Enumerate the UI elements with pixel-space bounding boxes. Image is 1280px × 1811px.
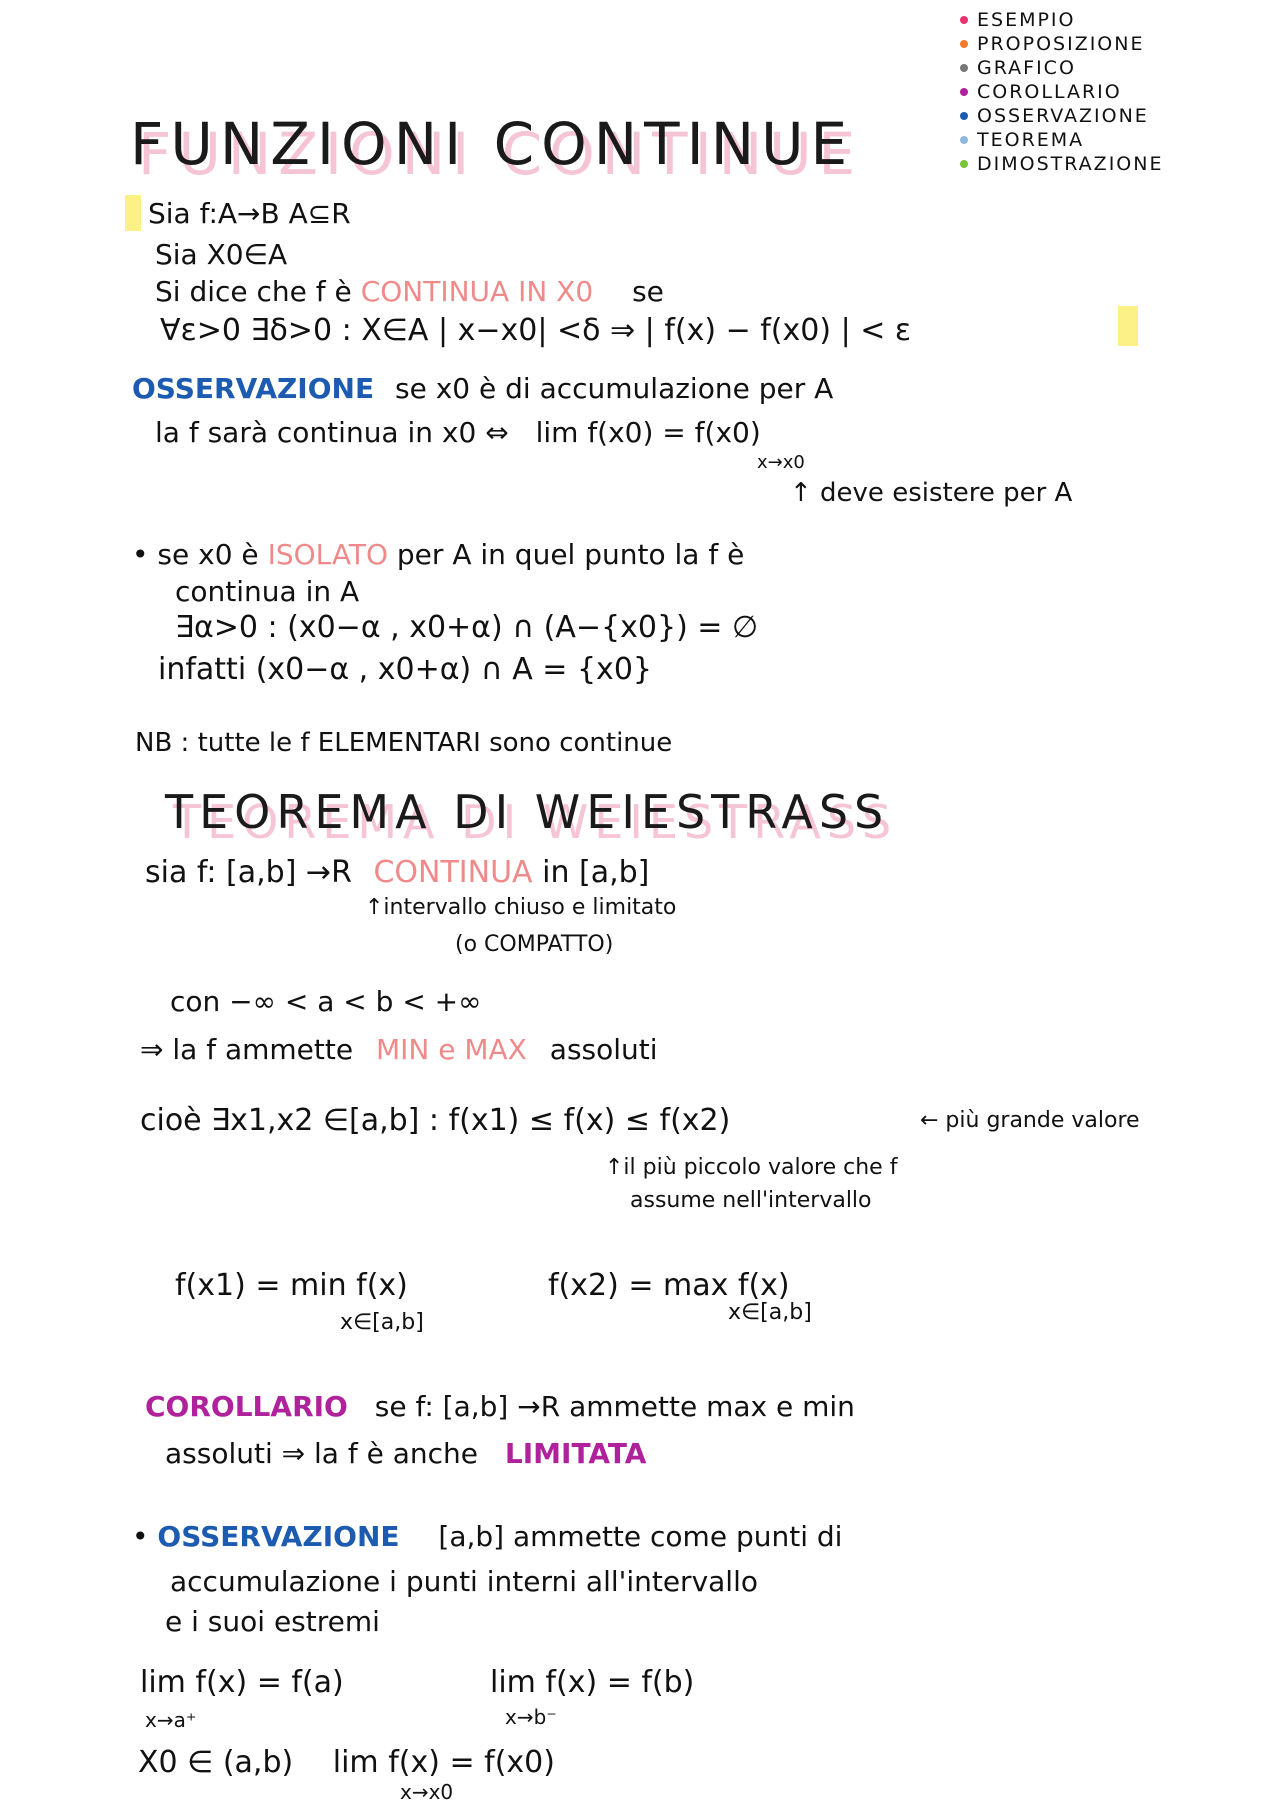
min-formula: f(x1) = min f(x) (175, 1268, 408, 1303)
max-formula: f(x2) = max f(x) (548, 1268, 790, 1303)
weier-line-4: con −∞ < a < b < +∞ (170, 985, 482, 1018)
weier-line-5 (140, 1033, 658, 1066)
weier-text-3: ⇒ la f ammette (140, 1033, 354, 1066)
legend-dot-icon (960, 160, 968, 168)
oss2-line-5 (138, 1745, 555, 1780)
legend-label: COROLLARIO (977, 81, 1122, 103)
highlight-mark (1118, 306, 1138, 346)
bullet: • (132, 538, 158, 571)
iso-text: se x0 è (157, 538, 259, 571)
continua-label: CONTINUA (373, 855, 533, 890)
oss1-line-1 (132, 372, 833, 405)
oss2-line-3: e i suoi estremi (165, 1605, 380, 1638)
legend-label: GRAFICO (977, 57, 1076, 79)
nb-note: NB : tutte le f ELEMENTARI sono continue (135, 728, 673, 758)
legend-item (960, 32, 1260, 56)
oss-label: OSSERVAZIONE (157, 1520, 400, 1553)
legend-item (960, 56, 1260, 80)
cor-line-1 (145, 1390, 855, 1423)
max-subscript: x∈[a,b] (728, 1300, 812, 1325)
weier-line-2: ↑intervallo chiuso e limitato (365, 895, 677, 920)
iso-line-4: infatti (x0−α , x0+α) ∩ A = {x0} (158, 652, 652, 687)
lim-b-formula: lim f(x) = f(b) (490, 1665, 695, 1700)
legend-dot-icon (960, 136, 968, 144)
lim-x0-subscript: x→x0 (400, 1780, 454, 1804)
legend-dot-icon (960, 64, 968, 72)
def-line-2: Sia X0∈A (155, 238, 288, 271)
lim-a-formula: lim f(x) = f(a) (140, 1665, 344, 1700)
legend-label: TEOREMA (977, 129, 1085, 151)
continua-label: CONTINUA IN X0 (360, 275, 594, 308)
iso-line-2: continua in A (175, 575, 360, 608)
legend-item (960, 80, 1260, 104)
oss1-limit: lim f(x0) = f(x0) (535, 416, 761, 449)
limit-subscript: x→x0 (757, 452, 805, 473)
oss1-text: se x0 è di accumulazione per A (395, 372, 834, 405)
def-line-4: ∀ε>0 ∃δ>0 : X∈A | x−x0| <δ ⇒ | f(x) − f(x0) | < ε (160, 313, 912, 348)
oss1-text-2: la f sarà continua in x0 ⇔ (155, 416, 509, 449)
legend-dot-icon (960, 16, 968, 24)
cor-text-2: assoluti ⇒ la f è anche (165, 1437, 479, 1470)
highlight-mark (125, 195, 141, 231)
cor-text: se f: [a,b] →R ammette max e min (374, 1390, 855, 1423)
minmax-label: MIN e MAX (375, 1033, 527, 1066)
oss2-line-1 (132, 1520, 842, 1553)
min-subscript: x∈[a,b] (340, 1310, 424, 1335)
legend-label: DIMOSTRAZIONE (977, 153, 1164, 175)
legend-label: PROPOSIZIONE (977, 33, 1145, 55)
weier-largest-note: ← più grande valore (920, 1108, 1140, 1133)
weier-text: sia f: [a,b] →R (145, 855, 352, 890)
iso-line-1 (132, 538, 744, 571)
lim-a-subscript: x→a⁺ (145, 1708, 197, 1732)
cor-label: COROLLARIO (145, 1390, 348, 1423)
bullet: • (132, 1520, 158, 1553)
weier-line-3: (o COMPATTO) (455, 932, 614, 957)
legend-dot-icon (960, 112, 968, 120)
oss-label: OSSERVAZIONE (132, 372, 375, 405)
weier-line-8: assume nell'intervallo (630, 1188, 872, 1213)
limitata-label: LIMITATA (504, 1437, 647, 1470)
cor-line-2 (165, 1437, 646, 1470)
weier-line-7: ↑il più piccolo valore che f (605, 1155, 898, 1180)
legend-dot-icon (960, 40, 968, 48)
def-line-1: Sia f:A→B A⊆R (148, 197, 351, 230)
legend-item (960, 128, 1260, 152)
weier-text-4: assoluti (549, 1033, 658, 1066)
iso-text-2: per A in quel punto la f è (396, 538, 745, 571)
color-legend (960, 8, 1260, 176)
lim-x0-formula: lim f(x) = f(x0) (332, 1745, 555, 1780)
legend-item (960, 8, 1260, 32)
oss1-line-2 (155, 416, 761, 449)
weier-line-6: cioè ∃x1,x2 ∈[a,b] : f(x1) ≤ f(x) ≤ f(x2) (140, 1103, 731, 1138)
legend-item (960, 152, 1260, 176)
legend-dot-icon (960, 88, 968, 96)
def-text: Si dice che f è (155, 275, 352, 308)
lim-b-subscript: x→b⁻ (505, 1705, 557, 1729)
def-line-3 (155, 275, 664, 308)
legend-item (960, 104, 1260, 128)
oss2-line-2: accumulazione i punti interni all'intervallo (170, 1565, 758, 1598)
def-text-se: se (632, 275, 664, 308)
iso-line-3: ∃α>0 : (x0−α , x0+α) ∩ (A−{x0}) = ∅ (175, 610, 759, 645)
x0-interval: X0 ∈ (a,b) (138, 1745, 294, 1780)
legend-label: OSSERVAZIONE (977, 105, 1149, 127)
oss2-text: [a,b] ammette come punti di (438, 1520, 843, 1553)
isolato-label: ISOLATO (267, 538, 388, 571)
oss1-line-3: ↑ deve esistere per A (790, 478, 1073, 508)
weier-line-1 (145, 855, 649, 890)
theorem-title: TEOREMA DI WEIESTRASS (165, 785, 890, 839)
page-title: FUNZIONI CONTINUE (130, 110, 855, 178)
legend-label: ESEMPIO (977, 9, 1076, 31)
weier-text-2: in [a,b] (542, 855, 650, 890)
